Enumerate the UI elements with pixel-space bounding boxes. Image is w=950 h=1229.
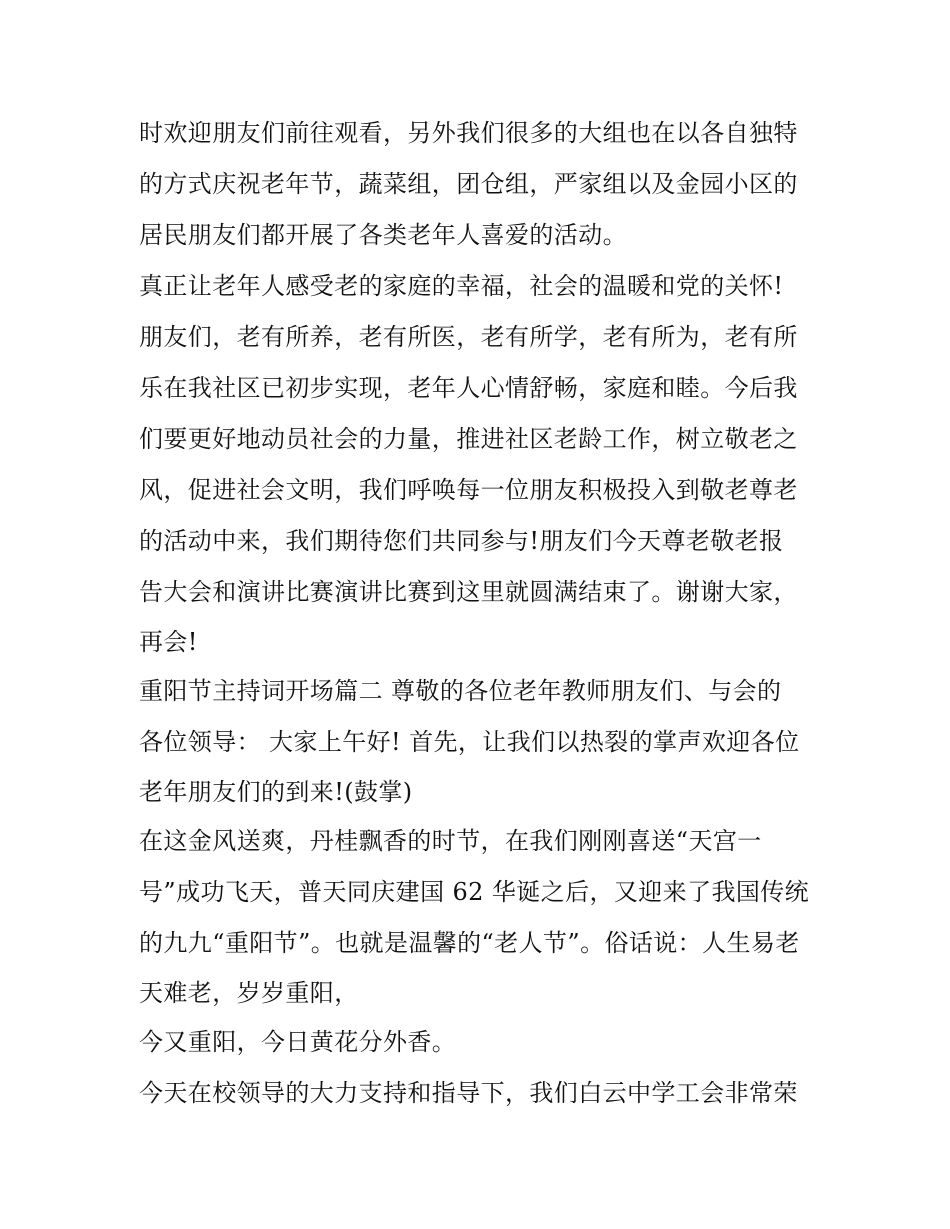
text-line: 朋友们，老有所养，老有所医，老有所学，老有所为，老有所 [139,323,798,351]
text-line: 的方式庆祝老年节，蔬菜组，团仓组，严家组以及金园小区的 [139,170,798,198]
text-line: 天难老，岁岁重阳， [139,979,359,1007]
text-line: 真正让老年人感受老的家庭的幸福，社会的温暖和党的关怀! [139,272,784,300]
text-line: 在这金风送爽，丹桂飘香的时节，在我们刚刚喜送“天宫一 [139,827,762,855]
text-line: 今天在校领导的大力支持和指导下，我们白云中学工会非常荣 [139,1079,798,1107]
text-line: 们要更好地动员社会的力量，推进社区老龄工作，树立敬老之 [139,425,798,453]
text-line: 老年朋友们的到来!(鼓掌) [139,778,413,806]
text-line: 时欢迎朋友们前往观看，另外我们很多的大组也在以各自独特 [139,119,798,147]
text-line: 再会! [139,628,198,656]
text-line: 号”成功飞天，普天同庆建国 62 华诞之后，又迎来了我国传统 [139,878,810,906]
text-line: 各位领导： 大家上午好! 首先，让我们以热裂的掌声欢迎各位 [139,728,800,756]
text-line: 风，促进社会文明，我们呼唤每一位朋友积极投入到敬老尊老 [139,476,798,504]
text-line: 重阳节主持词开场篇二 尊敬的各位老年教师朋友们、与会的 [139,677,782,705]
text-line: 的活动中来，我们期待您们共同参与!朋友们今天尊老敬老报 [139,527,784,555]
text-line: 乐在我社区已初步实现，老年人心情舒畅，家庭和睦。今后我 [139,374,798,402]
text-line: 居民朋友们都开展了各类老年人喜爱的活动。 [139,221,627,249]
body-text [139,108,819,1119]
text-line: 告大会和演讲比赛演讲比赛到这里就圆满结束了。谢谢大家， [139,578,798,606]
text-line: 的九九“重阳节”。也就是温馨的“老人节”。俗话说：人生易老 [139,929,800,957]
text-line: 今又重阳，今日黄花分外香。 [139,1028,457,1056]
